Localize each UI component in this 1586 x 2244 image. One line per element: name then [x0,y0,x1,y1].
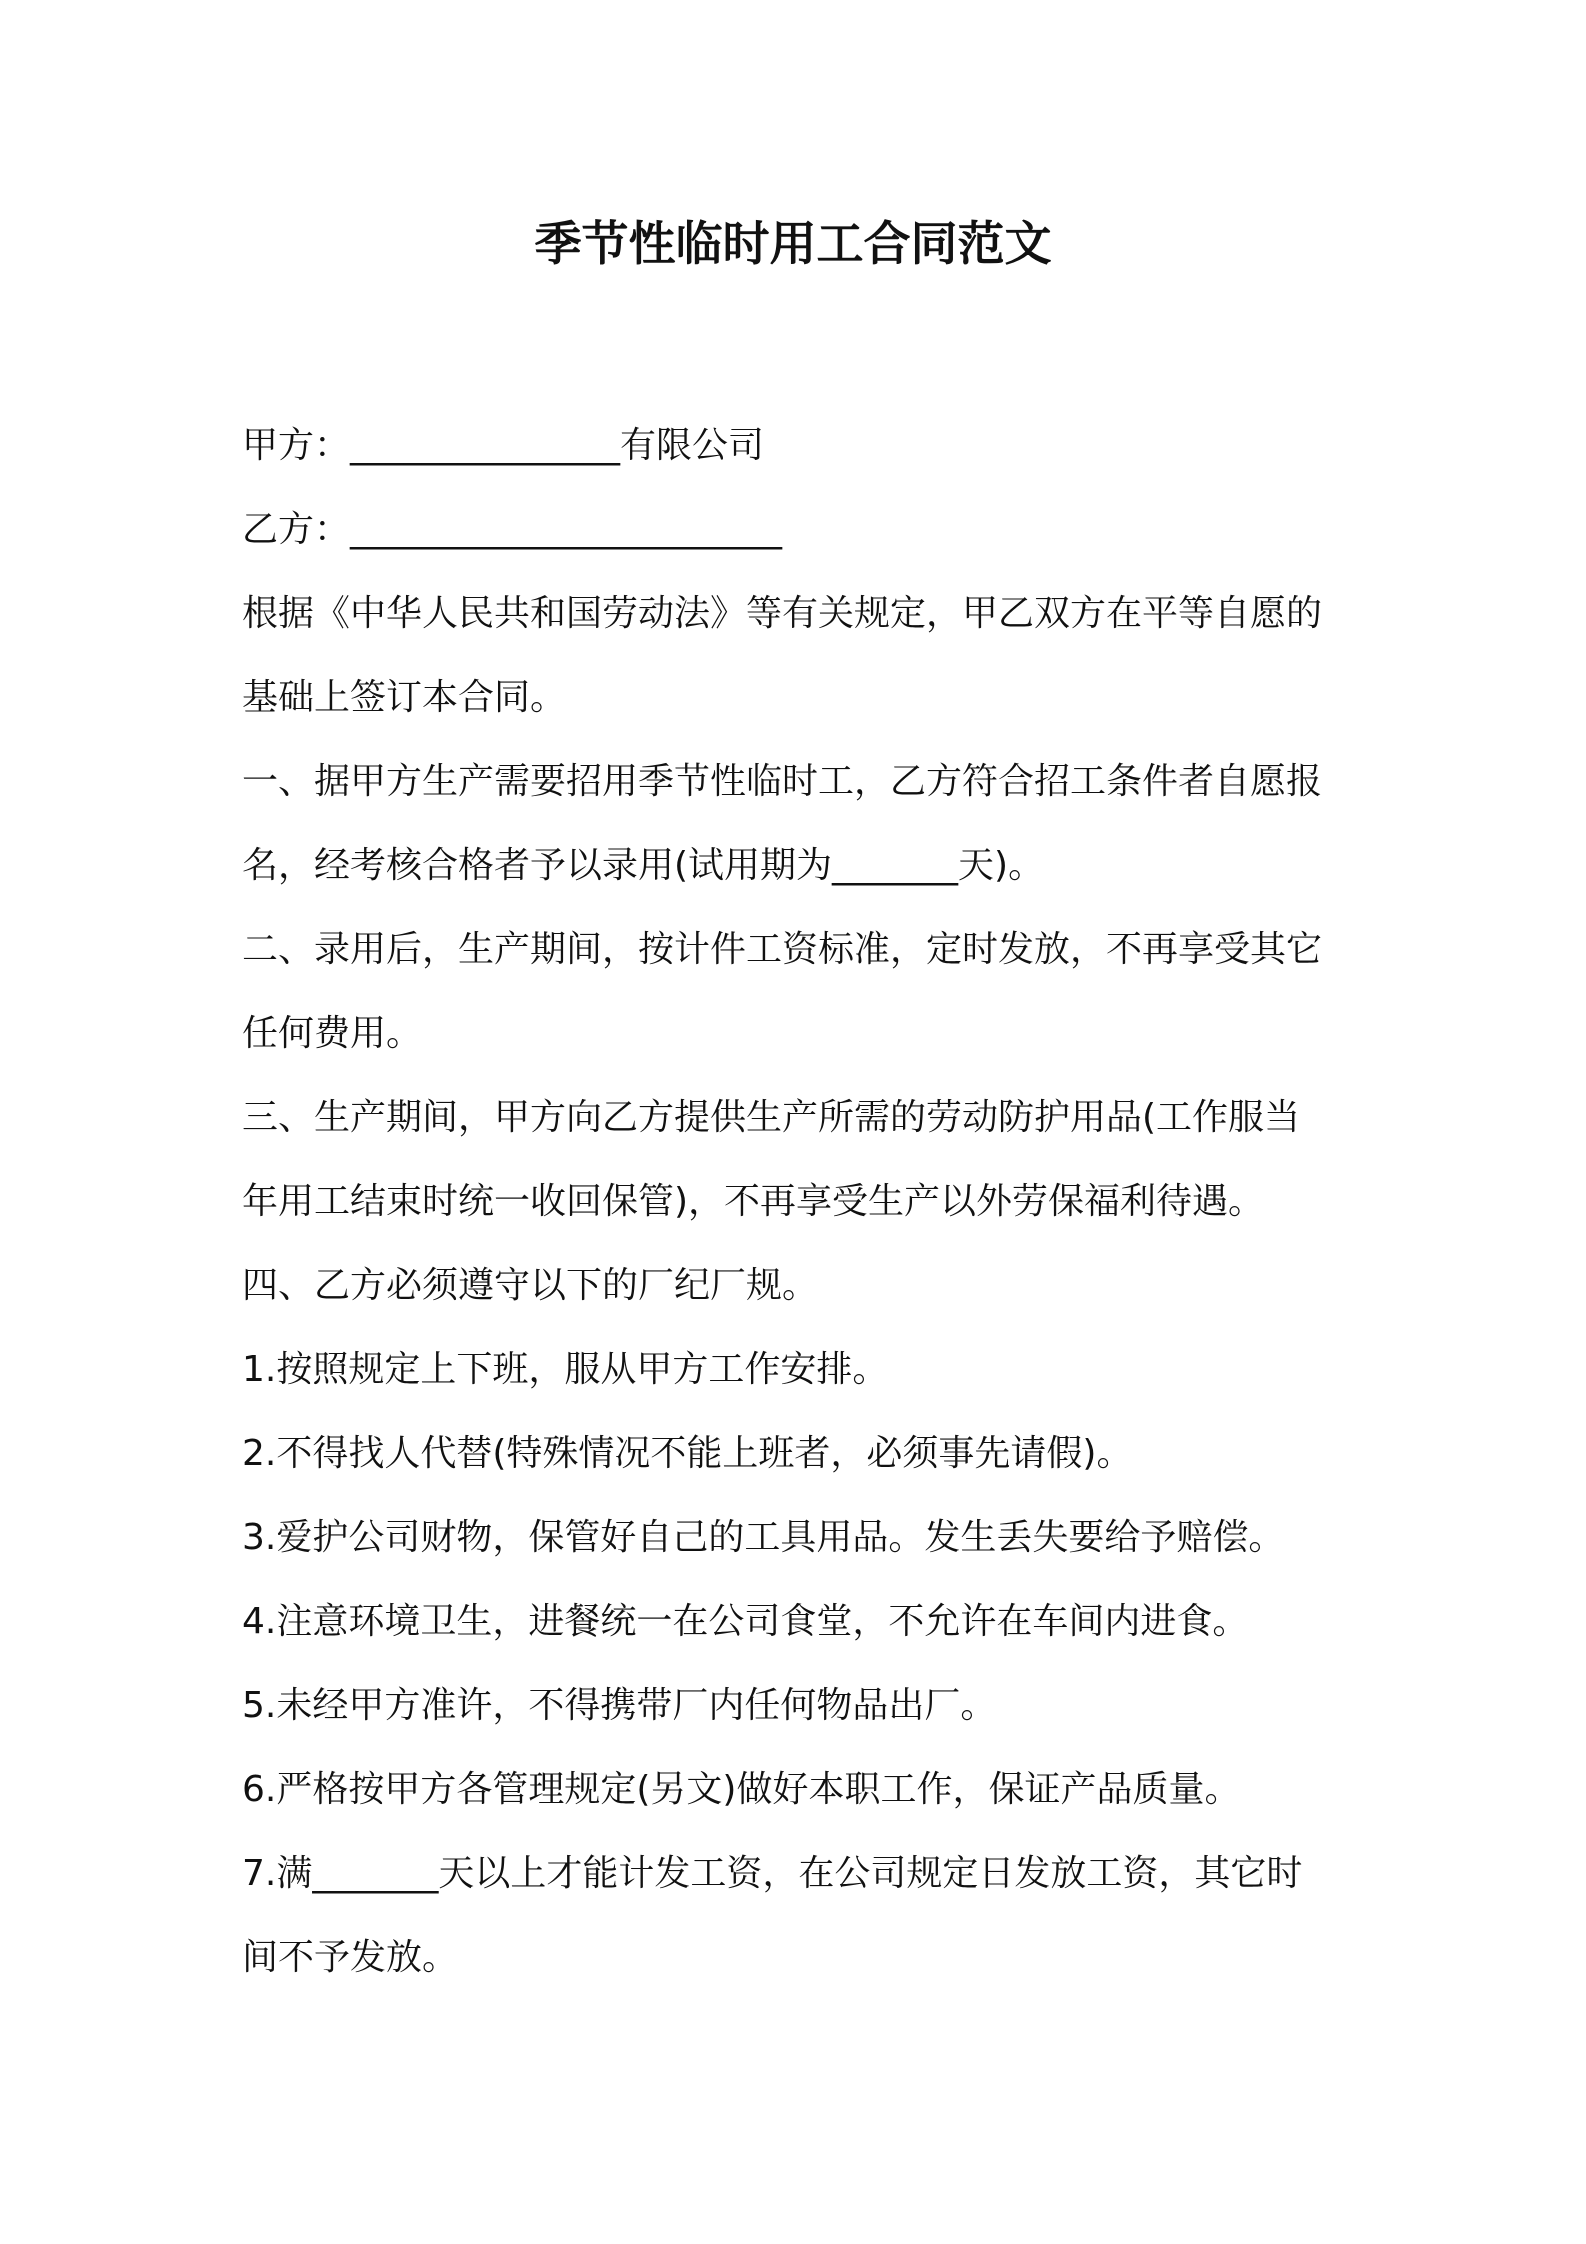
clause-1-line-1: 一、据甲方生产需要招用季节性临时工，乙方符合招工条件者自愿报 [242,761,1323,802]
rule-7-line-2: 间不予发放。 [242,1937,459,1978]
clause-2-line-1: 二、录用后，生产期间，按计件工资标准，定时发放，不再享受其它 [242,929,1323,970]
rule-6: 6.严格按甲方各管理规定(另文)做好本职工作，保证产品质量。 [242,1769,1241,1810]
clause-4-heading: 四、乙方必须遵守以下的厂纪厂规。 [242,1265,819,1306]
clause-3-line-1: 三、生产期间，甲方向乙方提供生产所需的劳动防护用品(工作服当 [242,1097,1301,1138]
rule-7-line-1: 7.满_______天以上才能计发工资，在公司规定日发放工资，其它时 [242,1853,1303,1894]
rule-4: 4.注意环境卫生，进餐统一在公司食堂，不允许在车间内进食。 [242,1601,1249,1642]
clause-3-line-2: 年用工结束时统一收回保管)，不再享受生产以外劳保福利待遇。 [242,1181,1265,1222]
rule-2: 2.不得找人代替(特殊情况不能上班者，必须事先请假)。 [242,1433,1133,1474]
party-b-line: 乙方：________________________ [242,509,783,550]
document-body [242,404,1362,2000]
rule-1: 1.按照规定上下班，服从甲方工作安排。 [242,1349,889,1390]
preamble-line-2: 基础上签订本合同。 [242,677,567,718]
rule-3: 3.爱护公司财物，保管好自己的工具用品。发生丢失要给予赔偿。 [242,1517,1285,1558]
clause-1-line-2: 名，经考核合格者予以录用(试用期为_______天)。 [242,845,1045,886]
rule-5: 5.未经甲方准许，不得携带厂内任何物品出厂。 [242,1685,997,1726]
clause-2-line-2: 任何费用。 [242,1013,423,1054]
party-a-line: 甲方：_______________有限公司 [242,425,765,466]
preamble-line-1: 根据《中华人民共和国劳动法》等有关规定，甲乙双方在平等自愿的 [242,593,1323,634]
document-title: 季节性临时用工合同范文 [534,217,1052,272]
